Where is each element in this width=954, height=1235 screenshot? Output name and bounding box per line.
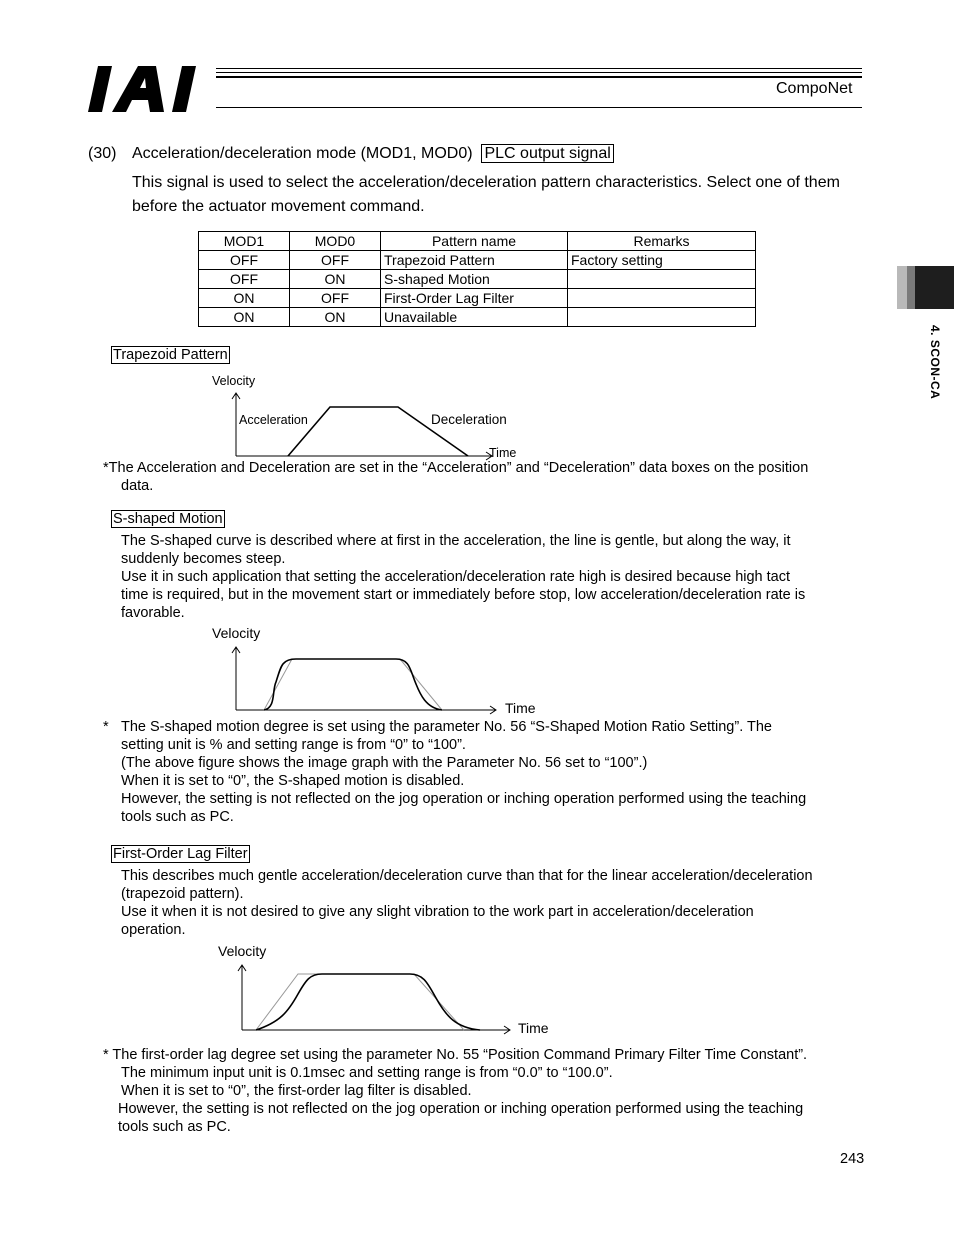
- s-motion-description: [121, 532, 871, 622]
- table-header: MOD1: [199, 232, 290, 251]
- desc-line: This describes much gentle acceleration/deceleration curve than that for the linear acceleration/deceleration: [121, 868, 813, 884]
- note-line: tools such as PC.: [121, 809, 234, 825]
- lag-filter-graph: [236, 964, 516, 1034]
- table-cell: OFF: [199, 270, 290, 289]
- trapezoid-y-label: Velocity: [212, 374, 256, 388]
- note-line: tools such as PC.: [118, 1119, 231, 1135]
- trapezoid-note: [103, 459, 873, 495]
- heading-number: (30): [88, 145, 117, 162]
- trapezoid-graph: [230, 392, 500, 462]
- note-line: data.: [121, 478, 154, 494]
- acceleration-label: Acceleration: [239, 413, 308, 427]
- table-cell: S-shaped Motion: [381, 270, 568, 289]
- note-line: When it is set to “0”, the S-shaped motion is disabled.: [121, 773, 465, 789]
- table-cell: First-Order Lag Filter: [381, 289, 568, 308]
- note-line: setting unit is % and setting range is from “0” to “100”.: [121, 737, 466, 753]
- desc-line: operation.: [121, 922, 186, 938]
- s-motion-x-label: Time: [505, 700, 536, 716]
- heading-title: Acceleration/deceleration mode (MOD1, MOD0): [132, 145, 473, 162]
- table-cell: ON: [199, 308, 290, 327]
- s-motion-title: S-shaped Motion: [113, 511, 223, 527]
- table-row: [199, 270, 756, 289]
- desc-line: Use it when it is not desired to give any slight vibration to the work part in acceleration/deceleration: [121, 904, 754, 920]
- iai-logo: [88, 66, 213, 112]
- table-row: [199, 251, 756, 270]
- deceleration-label: Deceleration: [431, 412, 507, 427]
- header-rule-3: [216, 76, 862, 78]
- note-line: However, the setting is not reflected on the jog operation or inching operation performed using the teaching: [121, 791, 807, 807]
- table-cell: Trapezoid Pattern: [381, 251, 568, 270]
- table-cell: [568, 289, 756, 308]
- mode-table: [198, 231, 756, 327]
- lag-filter-x-label: Time: [518, 1020, 549, 1036]
- note-line: *The Acceleration and Deceleration are set in the “Acceleration” and “Deceleration” data boxes on the position: [103, 460, 809, 476]
- side-tab-label: 4. SCON-CA: [928, 325, 942, 400]
- section-label: CompoNet: [776, 80, 853, 97]
- table-cell: Unavailable: [381, 308, 568, 327]
- table-cell: Factory setting: [568, 251, 756, 270]
- desc-line: Use it in such application that setting the acceleration/deceleration rate high is desired because high tact: [121, 569, 791, 585]
- header-rule-bottom: [216, 107, 862, 108]
- note-line: When it is set to “0”, the first-order lag filter is disabled.: [121, 1083, 472, 1099]
- section-heading: [88, 145, 614, 163]
- s-motion-notes: [121, 718, 871, 826]
- table-row: [199, 308, 756, 327]
- trapezoid-title: Trapezoid Pattern: [113, 347, 228, 363]
- header-rule-2: [216, 72, 862, 73]
- lag-filter-notes: [103, 1046, 883, 1136]
- table-cell: ON: [199, 289, 290, 308]
- table-cell: [568, 270, 756, 289]
- s-motion-note-star: *: [103, 719, 109, 735]
- note-line: The S-shaped motion degree is set using the parameter No. 56 “S-Shaped Motion Ratio Setting”. The: [121, 719, 772, 735]
- table-header: Pattern name: [381, 232, 568, 251]
- trapezoid-x-label: Time: [489, 446, 517, 460]
- desc-line: time is required, but in the movement start or immediately before stop, low acceleration/deceleration rate is: [121, 587, 806, 603]
- s-motion-graph: [230, 646, 500, 716]
- page-number: 243: [840, 1151, 865, 1167]
- desc-line: favorable.: [121, 605, 185, 621]
- lag-filter-description: [121, 867, 871, 939]
- table-cell: OFF: [290, 289, 381, 308]
- note-line: The minimum input unit is 0.1msec and setting range is from “0.0” to “100.0”.: [121, 1065, 613, 1081]
- note-line: * The first-order lag degree set using the parameter No. 55 “Position Command Primary Filter Time Constant”.: [103, 1047, 808, 1063]
- header-rule-top: [216, 68, 862, 69]
- table-header: MOD0: [290, 232, 381, 251]
- table-cell: OFF: [199, 251, 290, 270]
- s-motion-y-label: Velocity: [212, 625, 261, 641]
- desc-line: The S-shaped curve is described where at first in the acceleration, the line is gentle, but along the way, it: [121, 533, 791, 549]
- desc-line: (trapezoid pattern).: [121, 886, 244, 902]
- table-cell: ON: [290, 270, 381, 289]
- table-row: [199, 289, 756, 308]
- table-header-row: [199, 232, 756, 251]
- table-cell: [568, 308, 756, 327]
- note-line: (The above figure shows the image graph with the Parameter No. 56 set to “100”.): [121, 755, 648, 771]
- lag-filter-y-label: Velocity: [218, 943, 267, 959]
- side-tab: [897, 266, 954, 309]
- note-line: However, the setting is not reflected on the jog operation or inching operation performed using the teaching: [118, 1101, 804, 1117]
- table-cell: OFF: [290, 251, 381, 270]
- plc-output-badge: PLC output signal: [481, 144, 613, 163]
- table-header: Remarks: [568, 232, 756, 251]
- intro-text: This signal is used to select the acceleration/deceleration pattern characteristics. Select one of them before the actuator movement command.: [132, 174, 840, 215]
- desc-line: suddenly becomes steep.: [121, 551, 286, 567]
- table-cell: ON: [290, 308, 381, 327]
- lag-filter-title: First-Order Lag Filter: [113, 846, 248, 862]
